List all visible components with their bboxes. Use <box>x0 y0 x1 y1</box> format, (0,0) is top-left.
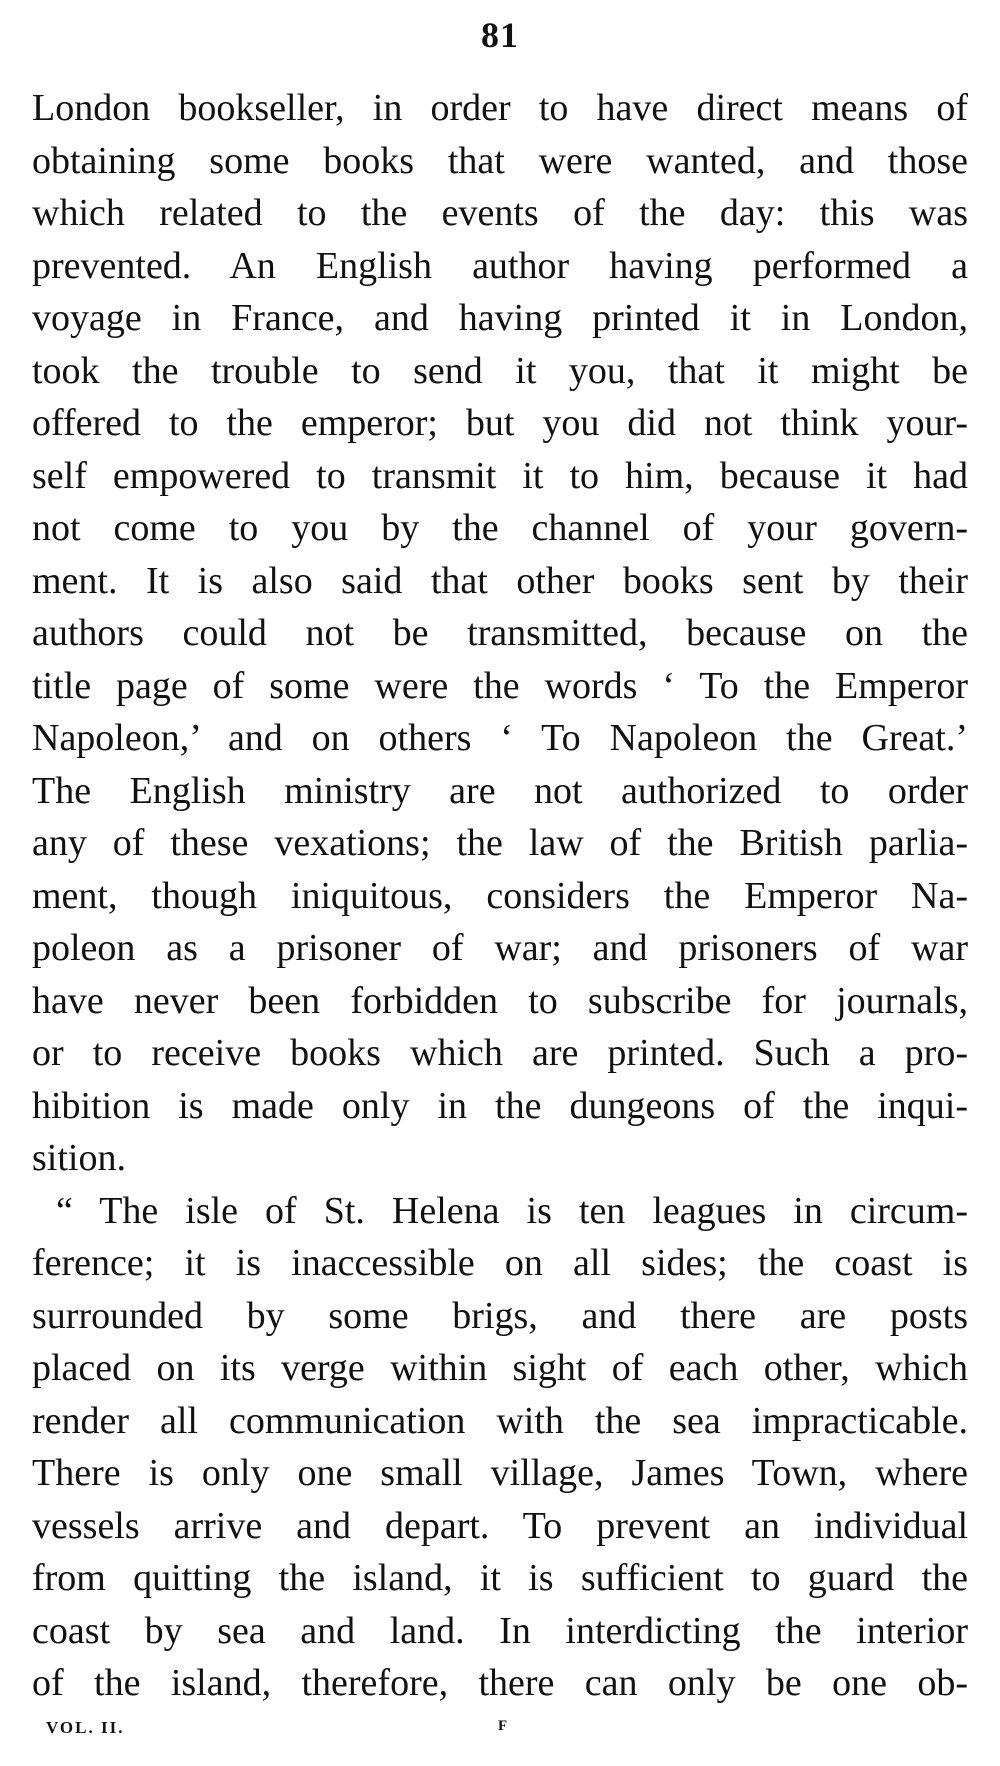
page-number: 81 <box>481 15 519 55</box>
text-line: which related to the events of the day: this was <box>32 192 968 234</box>
text-line: obtaining some books that were wanted, and those <box>32 139 968 182</box>
text-line: of the island, therefore, there can only be one ob- <box>32 1662 968 1704</box>
text-line: any of these vexations; the law of the British parlia- <box>32 822 968 864</box>
text-line: title page of some were the words ‘ To the Emperor <box>32 664 968 707</box>
text-line: ment. It is also said that other books sent by their <box>32 559 968 602</box>
text-line: poleon as a prisoner of war; and prisoners of war <box>32 927 968 969</box>
text-line: from quitting the island, it is sufficient to guard the <box>32 1557 968 1599</box>
text-line: ference; it is inaccessible on all sides; the coast is <box>32 1242 968 1284</box>
text-line: hibition is made only in the dungeons of the inqui- <box>32 1084 968 1127</box>
signature-mark: F <box>498 1718 508 1734</box>
text-line: self empowered to transmit it to him, because it had <box>32 454 968 497</box>
text-line: prevented. An English author having performed a <box>32 244 968 287</box>
text-line: vessels arrive and depart. To prevent an individual <box>32 1504 968 1547</box>
text-line: or to receive books which are printed. Such a pro- <box>32 1032 968 1074</box>
text-line: surrounded by some brigs, and there are posts <box>32 1294 968 1337</box>
text-line: Napoleon,’ and on others ‘ To Napoleon the Great.’ <box>32 717 968 759</box>
text-line: sition. <box>32 1137 126 1179</box>
text-line: “ The isle of St. Helena is ten leagues in circum- <box>56 1189 968 1232</box>
text-line: London bookseller, in order to have direct means of <box>32 87 968 129</box>
body-text <box>32 82 968 1710</box>
text-line: ment, though iniquitous, considers the Emperor Na- <box>32 874 968 917</box>
text-line: took the trouble to send it you, that it might be <box>32 349 968 392</box>
text-line: have never been forbidden to subscribe for journals, <box>32 979 968 1022</box>
text-line: coast by sea and land. In interdicting the interior <box>32 1609 968 1652</box>
text-line: authors could not be transmitted, because on the <box>32 612 968 654</box>
volume-signature: VOL. II. <box>46 1718 125 1737</box>
text-line: The English ministry are not authorized to order <box>32 769 968 812</box>
text-line: voyage in France, and having printed it in London, <box>32 297 968 339</box>
text-line: not come to you by the channel of your govern- <box>32 507 968 549</box>
text-line: offered to the emperor; but you did not think your- <box>32 402 968 444</box>
text-line: render all communication with the sea impracticable. <box>32 1399 968 1442</box>
text-line: There is only one small village, James Town, where <box>32 1452 968 1494</box>
text-line: placed on its verge within sight of each other, which <box>32 1347 968 1389</box>
